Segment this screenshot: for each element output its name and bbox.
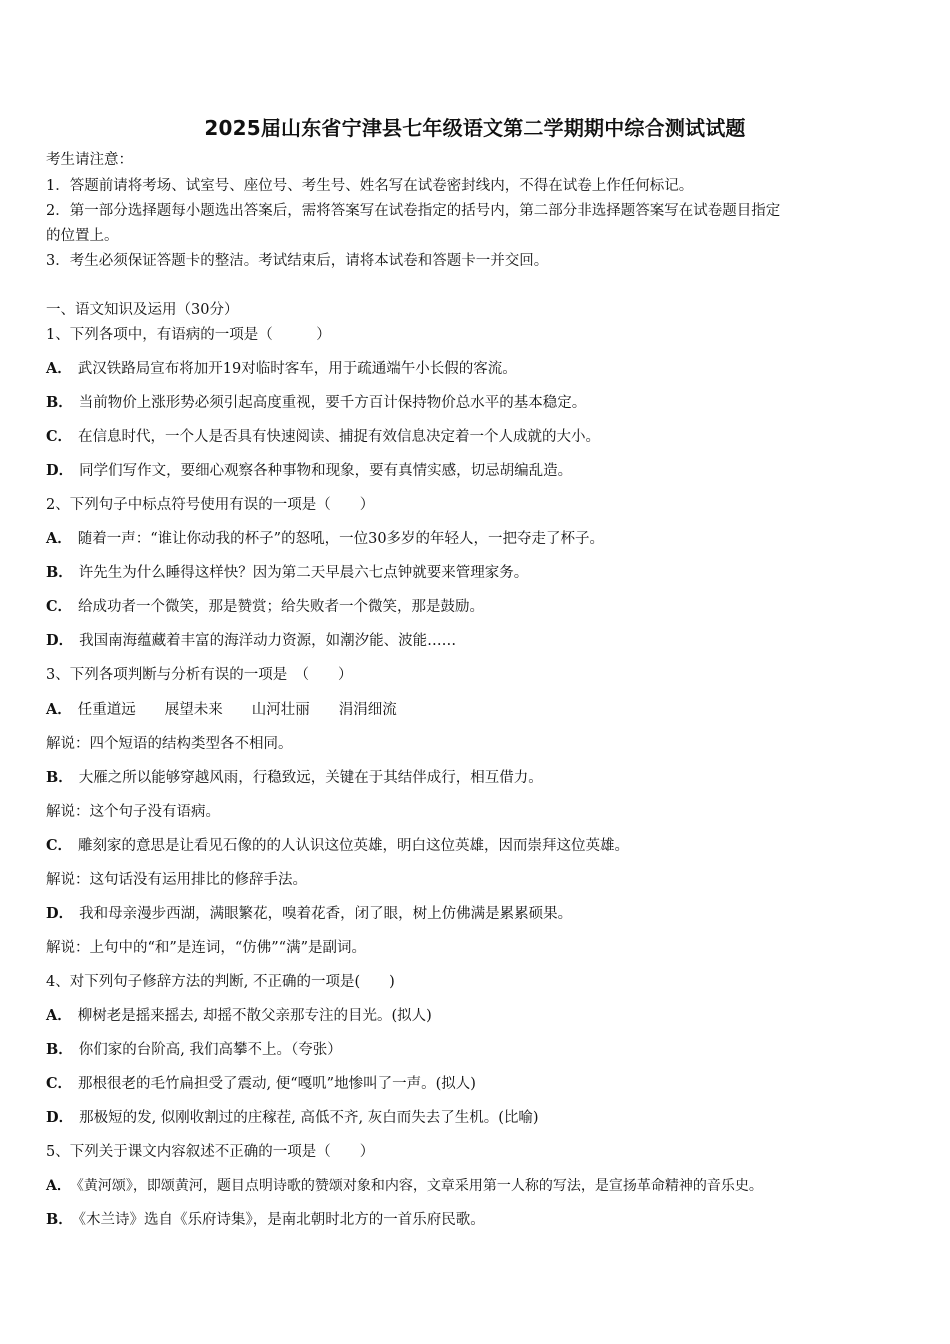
option-text: 任重道远 展望未来 山河壮丽 涓涓细流 <box>77 702 397 718</box>
option-label: C． <box>46 1075 73 1092</box>
option-text: 柳树老是摇来摇去, 却摇不散父亲那专注的目光。(拟人) <box>77 1008 432 1024</box>
option-label: A． <box>46 530 72 547</box>
notice-heading: 考生请注意： <box>46 152 133 168</box>
question-stem: 5、下列关于课文内容叙述不正确的一项是（ ） <box>46 1144 375 1160</box>
option-label: B． <box>46 769 73 786</box>
option-a <box>46 1176 906 1196</box>
option-label: C． <box>46 598 73 615</box>
option-label: C． <box>46 428 73 445</box>
option-a <box>46 529 906 549</box>
option-text: 你们家的台阶高, 我们高攀不上。（夸张） <box>78 1042 342 1058</box>
notice-item: 3．考生必须保证答题卡的整洁。考试结束后，请将本试卷和答题卡一并交回。 <box>46 253 549 269</box>
option-c <box>46 427 906 447</box>
option-text: 给成功者一个微笑，那是赞赏；给失败者一个微笑，那是鼓励。 <box>78 599 485 615</box>
option-a <box>46 1006 906 1026</box>
option-label: D． <box>46 1109 74 1126</box>
option-a <box>46 359 906 379</box>
option-label: C． <box>46 837 73 854</box>
option-b <box>46 768 906 788</box>
option-text: 《黄河颂》，即颂黄河，题目点明诗歌的赞颂对象和内容，文章采用第一人称的写法，是宣扬革命精神的音乐史。 <box>76 1178 763 1194</box>
option-text: 当前物价上涨形势必须引起高度重视，要千方百计保持物价总水平的基本稳定。 <box>78 395 587 411</box>
option-c <box>46 1074 906 1094</box>
option-text: 大雁之所以能够穿越风雨，行稳致远，关键在于其结伴成行，相互借力。 <box>78 770 543 786</box>
option-b <box>46 563 906 583</box>
option-text: 我和母亲漫步西湖，满眼繁花，嗅着花香，闭了眼，树上仿佛满是累累硕果。 <box>79 906 573 922</box>
option-label: B． <box>46 1041 73 1058</box>
option-text: 我国南海蕴藏着丰富的海洋动力资源，如潮汐能、波能…… <box>79 633 457 649</box>
option-d <box>46 631 906 651</box>
notice-item: 1．答题前请将考场、试室号、座位号、考生号、姓名写在试卷密封线内，不得在试卷上作任何标记。 <box>46 178 694 194</box>
option-c <box>46 597 906 617</box>
option-label: B． <box>46 564 73 581</box>
option-a <box>46 700 906 720</box>
option-text: 那极短的发, 似刚收割过的庄稼茬, 高低不齐, 灰白而失去了生机。(比喻) <box>79 1110 539 1126</box>
option-d <box>46 461 906 481</box>
question-stem: 2、下列句子中标点符号使用有误的一项是（ ） <box>46 497 375 513</box>
notice-item: 的位置上。 <box>46 228 119 244</box>
question-stem: 4、对下列句子修辞方法的判断, 不正确的一项是( ) <box>46 974 395 990</box>
option-label: A． <box>46 701 72 718</box>
option-c <box>46 836 906 856</box>
option-text: 在信息时代，一个人是否具有快速阅读、捕捉有效信息决定着一个人成就的大小。 <box>78 429 601 445</box>
explanation-text: 解说：上句中的“和”是连词，“仿佛”“满”是副词。 <box>46 940 366 956</box>
option-label: B． <box>46 394 73 411</box>
question-stem: 3、下列各项判断与分析有误的一项是 （ ） <box>46 667 353 683</box>
option-text: 许先生为什么睡得这样快？因为第二天早晨六七点钟就要来管理家务。 <box>78 565 529 581</box>
option-label: A． <box>46 1178 71 1194</box>
option-label: D． <box>46 462 74 479</box>
option-b <box>46 1040 906 1060</box>
option-text: 《木兰诗》选自《乐府诗集》，是南北朝时北方的一首乐府民歌。 <box>78 1212 485 1228</box>
option-text: 随着一声：“谁让你动我的杯子”的怒吼，一位30多岁的年轻人，一把夺走了杯子。 <box>77 531 605 547</box>
option-label: A． <box>46 360 72 377</box>
option-text: 武汉铁路局宣布将加开19对临时客车，用于疏通端午小长假的客流。 <box>77 361 517 377</box>
option-label: A． <box>46 1007 72 1024</box>
option-label: D． <box>46 632 74 649</box>
option-d <box>46 1108 906 1128</box>
option-b <box>46 1210 906 1230</box>
option-text: 同学们写作文，要细心观察各种事物和现象，要有真情实感，切忌胡编乱造。 <box>79 463 573 479</box>
notice-item: 2．第一部分选择题每小题选出答案后，需将答案写在试卷指定的括号内，第二部分非选择题答案写在试卷题目指定 <box>46 203 781 219</box>
explanation-text: 解说：这个句子没有语病。 <box>46 804 220 820</box>
option-b <box>46 393 906 413</box>
option-label: D． <box>46 905 74 922</box>
question-stem: 1、下列各项中，有语病的一项是（ ） <box>46 327 331 343</box>
option-text: 那根很老的毛竹扁担受了震动, 便“嘎叽”地惨叫了一声。(拟人) <box>78 1076 476 1092</box>
explanation-text: 解说：这句话没有运用排比的修辞手法。 <box>46 872 307 888</box>
option-text: 雕刻家的意思是让看见石像的的人认识这位英雄，明白这位英雄，因而崇拜这位英雄。 <box>78 838 630 854</box>
section-heading: 一、语文知识及运用（30分） <box>46 302 239 318</box>
option-d <box>46 904 906 924</box>
page-title: 2025届山东省宁津县七年级语文第二学期期中综合测试试题 <box>204 116 746 140</box>
explanation-text: 解说：四个短语的结构类型各不相同。 <box>46 736 293 752</box>
option-label: B． <box>46 1211 73 1228</box>
